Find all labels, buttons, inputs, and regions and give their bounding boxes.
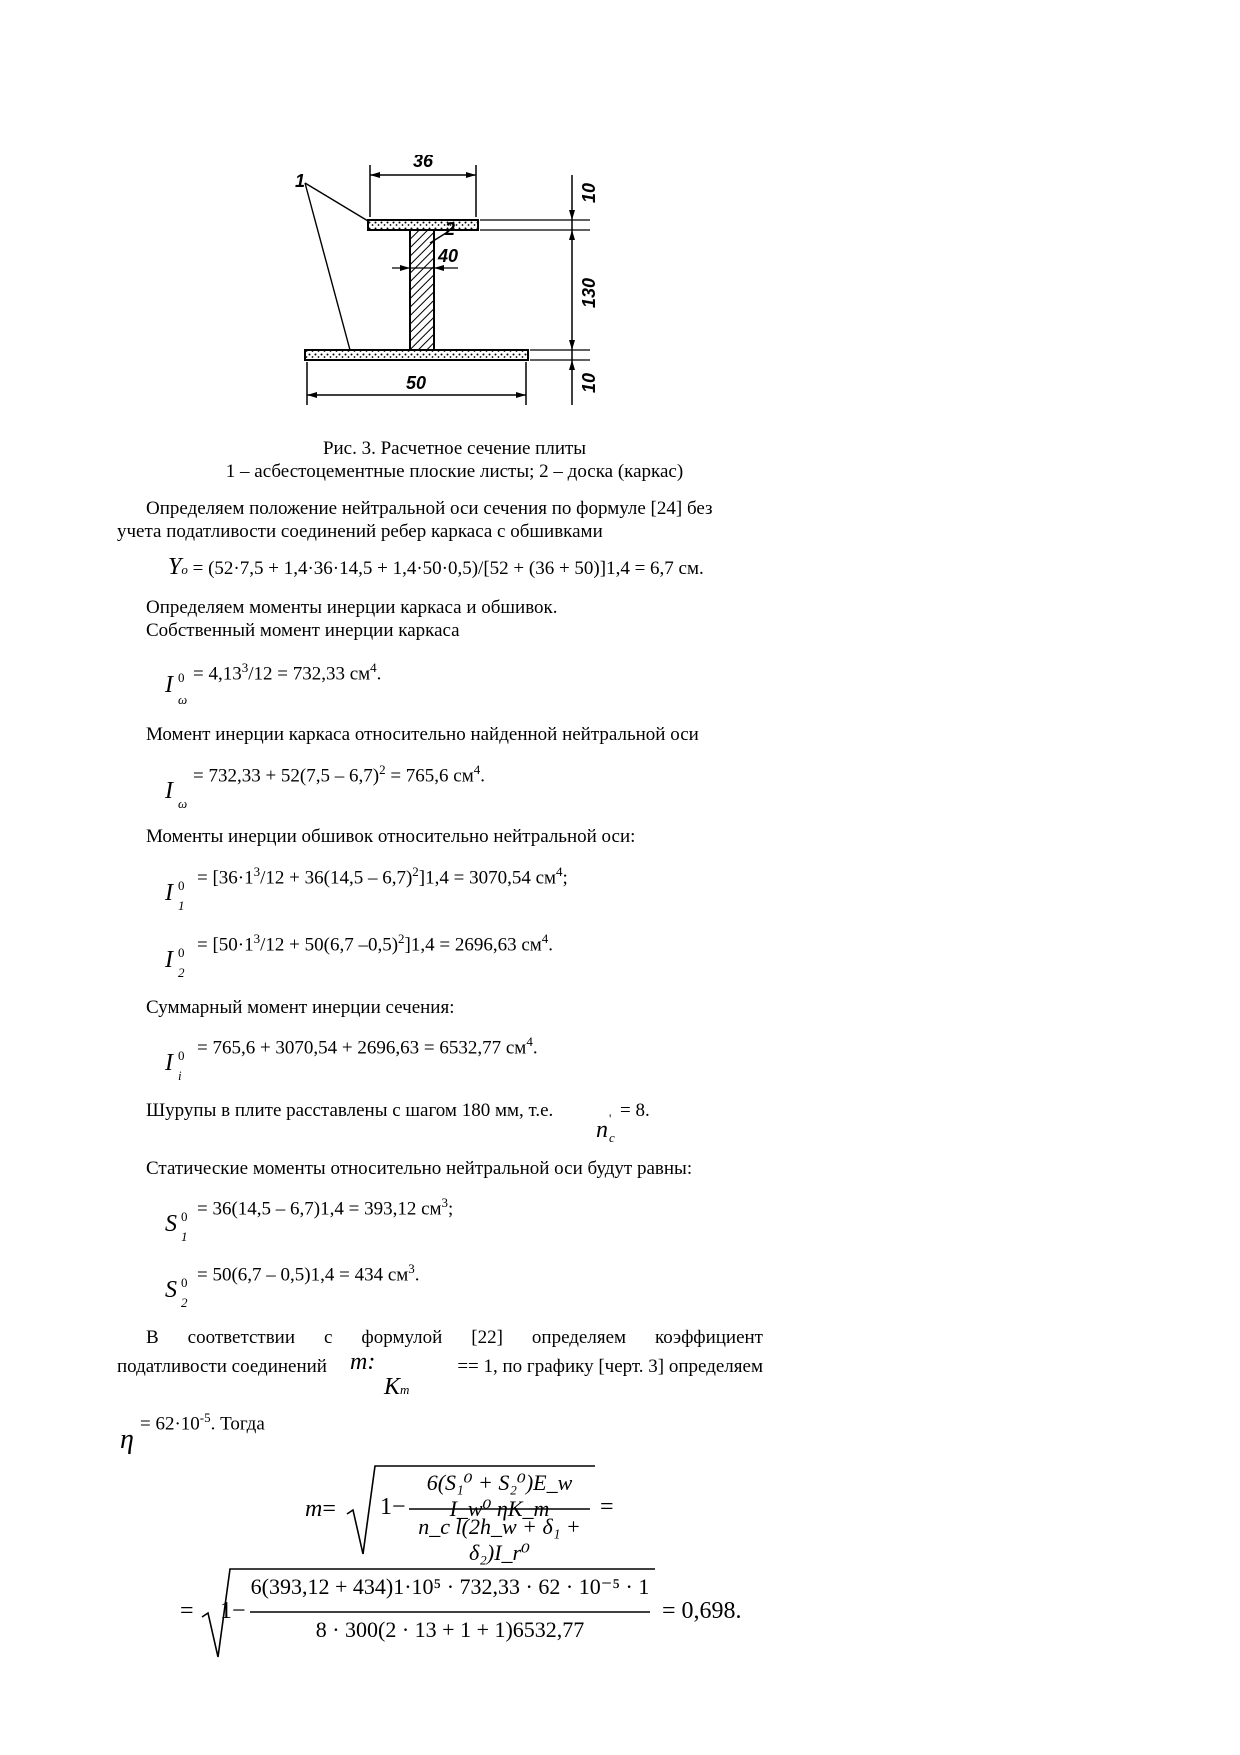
paragraph-neutral-axis-2: учета податливости соединений ребер каркаса с обшивками xyxy=(117,521,603,542)
formula-m-one-minus: 1− xyxy=(380,1494,406,1520)
equation-iw-value: = 732,33 + 52(7,5 – 6,7)$^2$ = 765,6 $см^4$. xyxy=(193,762,486,787)
symbol-m: m: xyxy=(350,1349,376,1375)
equation-i2-value: = [$50\cdot 1^3/12 + 50(6,7$ –0,5)$^2$]1,4 = 2696,63 $см^4$. xyxy=(197,931,554,956)
web-board xyxy=(410,230,434,350)
figure-caption-title: Рис. 3. Расчетное сечение плиты xyxy=(322,438,587,459)
dim-inner: 40 xyxy=(438,246,459,266)
symbol-km: Km xyxy=(384,1374,410,1400)
dim-top: 36 xyxy=(412,155,434,171)
equation-s2-value: = 50(6,7 – 0,5)1,4 = 434 $см^3$. xyxy=(197,1261,420,1286)
formula-numeric-denominator: 8 · 300(2 · 13 + 1 + 1)6532,77 xyxy=(315,1617,585,1642)
symbol-s1: S 0 1 xyxy=(165,1209,188,1244)
top-sheet xyxy=(368,220,478,230)
symbol-i1: I 0 1 xyxy=(165,878,185,913)
paragraph-screws: Шурупы в плите расставлены с шагом 180 мм, т.е. xyxy=(146,1100,554,1121)
formula-numeric-result: = 0,698. xyxy=(662,1598,742,1624)
equation-s1-value: = 36(14,5 – 6,7)1,4 = 393,12 $см^3$; xyxy=(197,1195,454,1220)
formula-m-denominator: n_c l(2h_w + δ₁ + δ₂)I_r⁰ xyxy=(418,1514,581,1565)
bottom-sheet xyxy=(305,350,528,360)
marker-1: 1 xyxy=(295,171,306,191)
formula-numeric-one-minus: 1− xyxy=(220,1598,246,1624)
paragraph-sheet-moments: Моменты инерции обшивок относительно нейтральной оси: xyxy=(146,826,636,847)
equation-y0: Yo = (52·7,5 + 1,4·36·14,5 + 1,4·50·0,5)/[52 + (36 + 50)]1,4 = 6,7 см. xyxy=(168,554,704,580)
dim-right-bottom: 10 xyxy=(579,372,599,394)
equation-iw0-value: = $4,13^3/12 = 732,33$ $см^4$. xyxy=(193,660,382,685)
paragraph-compliance-line3: = $62\cdot 10^{-5}$. Тогда xyxy=(140,1410,265,1435)
figure-caption-legend: 1 – асбестоцементные плоские листы; 2 – доска (каркас) xyxy=(225,461,684,482)
symbol-iw: I ω xyxy=(165,778,188,811)
equation-ii-value: = 765,6 + 3070,54 + 2696,63 = 6532,77 $см^4$. xyxy=(197,1034,538,1059)
dim-bottom: 50 xyxy=(405,373,427,393)
equation-i1-value: = $[36\cdot 1^3/12 + 36(14,5 - 6,7)^2]1,4 = 3070,54$ $см^4$; xyxy=(197,864,568,889)
symbol-s2: S 0 2 xyxy=(165,1275,188,1310)
formula-numeric-numerator: 6(393,12 + 434)1·10⁵ · 732,33 · 62 · 10⁻⁵ · 1 xyxy=(250,1574,650,1599)
symbol-nc: n ' c xyxy=(596,1111,615,1145)
paragraph-own-moment: Собственный момент инерции каркаса xyxy=(146,620,460,641)
formula-m-lhs: m= xyxy=(305,1496,336,1522)
equation-nc-value: = 8. xyxy=(620,1100,650,1121)
symbol-iw0: I 0 ω xyxy=(165,670,188,707)
cross-section-figure xyxy=(290,155,630,415)
formula-numeric-eq: = xyxy=(180,1598,194,1624)
formula-m-tail: = xyxy=(600,1494,614,1520)
paragraph-neutral-axis-1: Определяем положение нейтральной оси сечения по формуле [24] без xyxy=(146,498,713,519)
paragraph-compliance-line2a: податливости соединений xyxy=(117,1356,327,1377)
paragraph-total-moment: Суммарный момент инерции сечения: xyxy=(146,997,455,1018)
paragraph-moment-neutral-axis: Момент инерции каркаса относительно найденной нейтральной оси xyxy=(146,724,699,745)
marker-2: 2 xyxy=(445,219,456,239)
paragraph-static-moments: Статические моменты относительно нейтральной оси будут равны: xyxy=(146,1158,693,1179)
dim-right-top: 10 xyxy=(579,182,599,204)
formula-m-numerator: 6(S₁⁰ + S₂⁰)E_w I_w⁰ ηK_m xyxy=(426,1470,573,1521)
symbol-i2: I 0 2 xyxy=(165,945,185,980)
paragraph-moments: Определяем моменты инерции каркаса и обшивок. xyxy=(146,597,558,618)
paragraph-compliance-line1: В соответствии с формулой [22] определяем коэффициент xyxy=(146,1327,763,1348)
paragraph-compliance-line2b: == 1, по графику [черт. 3] определяем xyxy=(457,1356,763,1377)
dim-right-mid: 130 xyxy=(579,277,599,309)
symbol-ii: I 0 i xyxy=(165,1048,185,1083)
symbol-eta: η xyxy=(120,1424,134,1455)
